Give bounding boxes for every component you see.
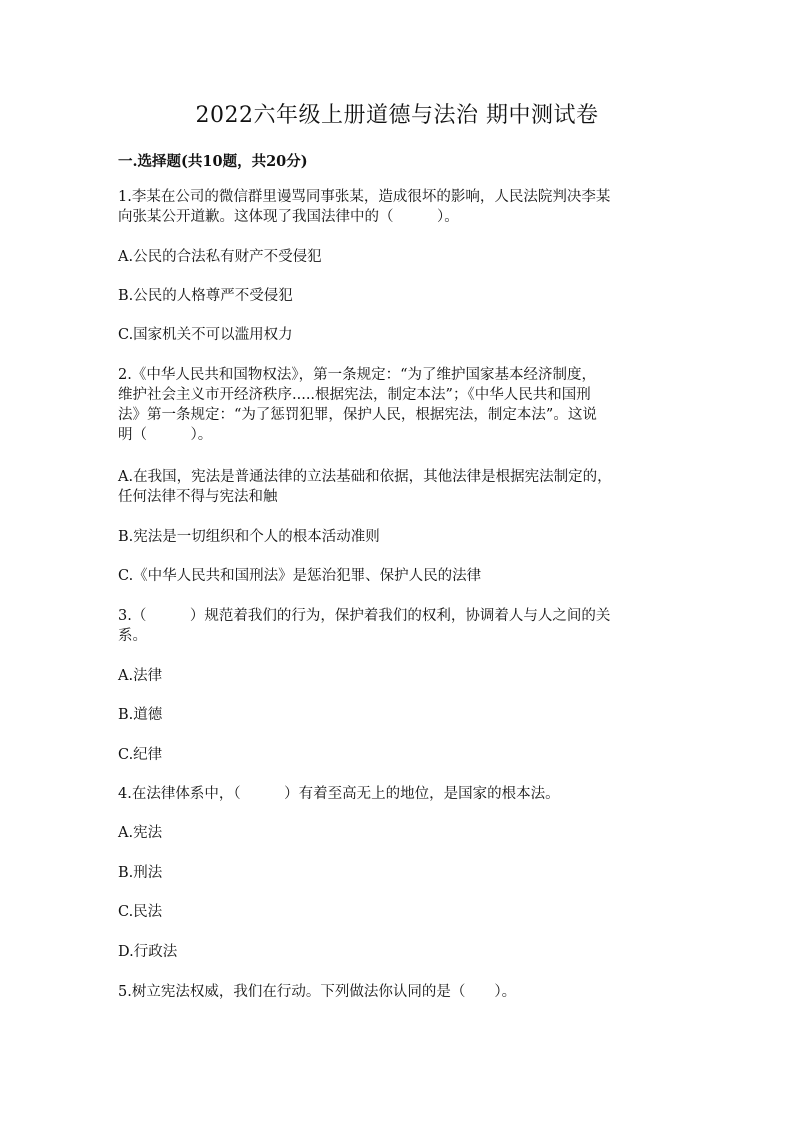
question-1-stem-line-2: 向张某公开道歉。这体现了我国法律中的（ ）。: [118, 209, 459, 225]
question-1-option-b: B.公民的人格尊严不受侵犯: [118, 288, 293, 304]
question-2-stem-line-1: 2.《中华人民共和国物权法》，第一条规定：“为了维护国家基本经济制度，: [118, 367, 596, 383]
question-5-stem-line-1: 5.树立宪法权威，我们在行动。下列做法你认同的是（ ）。: [118, 984, 517, 1000]
question-2-option-b: B.宪法是一切组织和个人的根本活动准则: [118, 529, 380, 545]
question-2-stem-line-2: 维护社会主义市开经济秩序.....根据宪法，制定本法”；《中华人民共和国刑: [118, 387, 591, 403]
question-4-option-c: C.民法: [118, 904, 163, 920]
question-2-option-a-line-2: 任何法律不得与宪法和触: [118, 489, 278, 505]
question-1-option-c: C.国家机关不可以滥用权力: [118, 327, 293, 343]
question-2-stem-line-3: 法》第一条规定：“为了惩罚犯罪，保护人民，根据宪法，制定本法”。这说: [118, 407, 597, 423]
question-2-option-a-line-1: A.在我国，宪法是普通法律的立法基础和依据，其他法律是根据宪法制定的，: [118, 469, 612, 485]
question-2-option-c: C.《中华人民共和国刑法》是惩治犯罪、保护人民的法律: [118, 568, 482, 584]
question-2-stem-line-4: 明（ ）。: [118, 427, 213, 443]
question-1-stem-line-1: 1.李某在公司的微信群里谩骂同事张某，造成很坏的影响，人民法院判决李某: [118, 189, 611, 205]
question-3-stem-line-1: 3.（ ）规范着我们的行为，保护着我们的权利，协调着人与人之间的关: [118, 608, 611, 624]
section-heading: 一.选择题(共10题，共20分): [118, 153, 308, 170]
question-3-option-a: A.法律: [118, 668, 163, 684]
question-3-stem-line-2: 系。: [118, 628, 147, 644]
question-4-option-b: B.刑法: [118, 865, 163, 881]
question-1-option-a: A.公民的合法私有财产不受侵犯: [118, 249, 322, 265]
question-4-stem-line-1: 4.在法律体系中，（ ）有着至高无上的地位，是国家的根本法。: [118, 786, 560, 802]
question-3-option-c: C.纪律: [118, 747, 163, 763]
question-3-option-b: B.道德: [118, 707, 163, 723]
question-4-option-d: D.行政法: [118, 944, 178, 960]
page-title: 2022六年级上册道德与法治 期中测试卷: [195, 103, 599, 128]
question-4-option-a: A.宪法: [118, 825, 163, 841]
